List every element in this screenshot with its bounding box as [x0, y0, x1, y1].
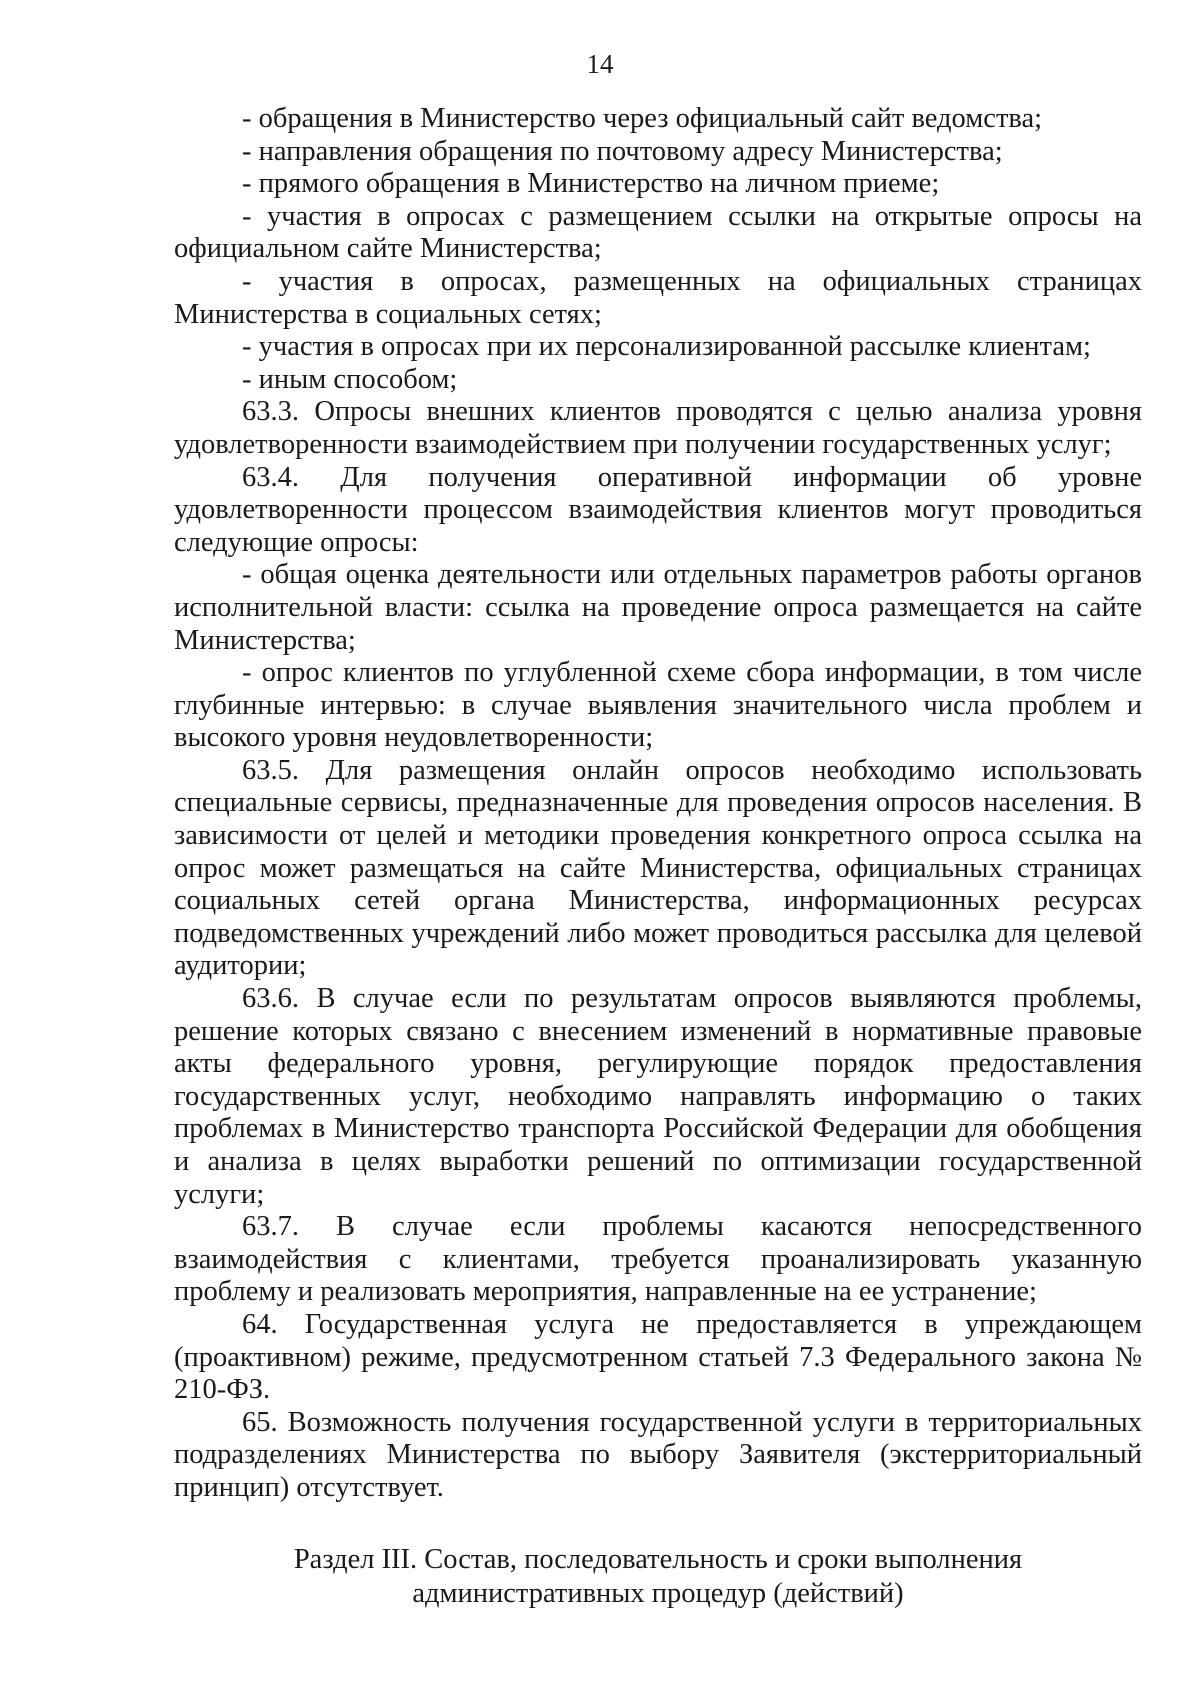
paragraph: 63.5. Для размещения онлайн опросов необходимо использовать специальные сервисы, предназначенные для проведения опросов населения. В зависимости от целей и методики проведения конкретного опроса ссылка на опрос может размещаться на сайте Министерства, официальных страницах социальных сетей органа Министерства, информационных ресурсах подведомственных учреждений либо может проводиться рассылка для целевой аудитории;	[174, 754, 1142, 982]
paragraph: - опрос клиентов по углубленной схеме сбора информации, в том числе глубинные интервью: в случае выявления значительного числа проблем и высокого уровня неудовлетворенности;	[174, 657, 1142, 754]
paragraph: 63.6. В случае если по результатам опросов выявляются проблемы, решение которых связано с внесением изменений в нормативные правовые акты федерального уровня, регулирующие порядок предоставления государственных услуг, необходимо направлять информацию о таких проблемах в Министерство транспорта Российской Федерации для обобщения и анализа в целях выработки решений по оптимизации государственной услуги;	[174, 983, 1142, 1210]
page-number: 14	[586, 49, 614, 79]
paragraph: 64. Государственная услуга не предоставляется в упреждающем (проактивном) режиме, предусмотренном статьей 7.3 Федерального закона № 210-ФЗ.	[174, 1308, 1142, 1406]
paragraph: - обращения в Министерство через официальный сайт ведомства;	[242, 103, 1043, 134]
paragraph: 63.7. В случае если проблемы касаются непосредственного взаимодействия с клиентами, требуется проанализировать указанную проблему и реализовать мероприятия, направленные на ее устранение;	[174, 1211, 1142, 1308]
paragraph: - прямого обращения в Министерство на личном приеме;	[242, 168, 940, 200]
paragraph: - иным способом;	[242, 363, 458, 395]
section-heading-line: Раздел III. Состав, последовательность и сроки выполнения	[293, 1544, 1023, 1575]
section-heading-line: административных процедур (действий)	[412, 1578, 904, 1609]
paragraph: - участия в опросах, размещенных на официальных страницах Министерства в социальных сетях;	[174, 265, 1142, 330]
section-heading	[174, 1543, 1142, 1611]
paragraph: - участия в опросах с размещением ссылки на открытые опросы на официальном сайте Министерства;	[174, 200, 1142, 265]
paragraph: - направления обращения по почтовому адресу Министерства;	[242, 135, 1003, 167]
paragraph: 63.4. Для получения оперативной информации об уровне удовлетворенности процессом взаимодействия клиентов могут проводиться следующие опросы:	[174, 461, 1142, 558]
paragraph: 63.3. Опросы внешних клиентов проводятся с целью анализа уровня удовлетворенности взаимодействием при получении государственных услуг;	[174, 396, 1142, 460]
paragraph: - участия в опросах при их персонализированной рассылке клиентам;	[242, 331, 1091, 363]
paragraph: 65. Возможность получения государственной услуги в территориальных подразделениях Министерства по выбору Заявителя (экстерриториальный принцип) отсутствует.	[174, 1406, 1142, 1503]
paragraph: - общая оценка деятельности или отдельных параметров работы органов исполнительной власти: ссылка на проведение опроса размещается на сайте Министерства;	[174, 559, 1142, 656]
document-body	[174, 103, 1142, 1505]
